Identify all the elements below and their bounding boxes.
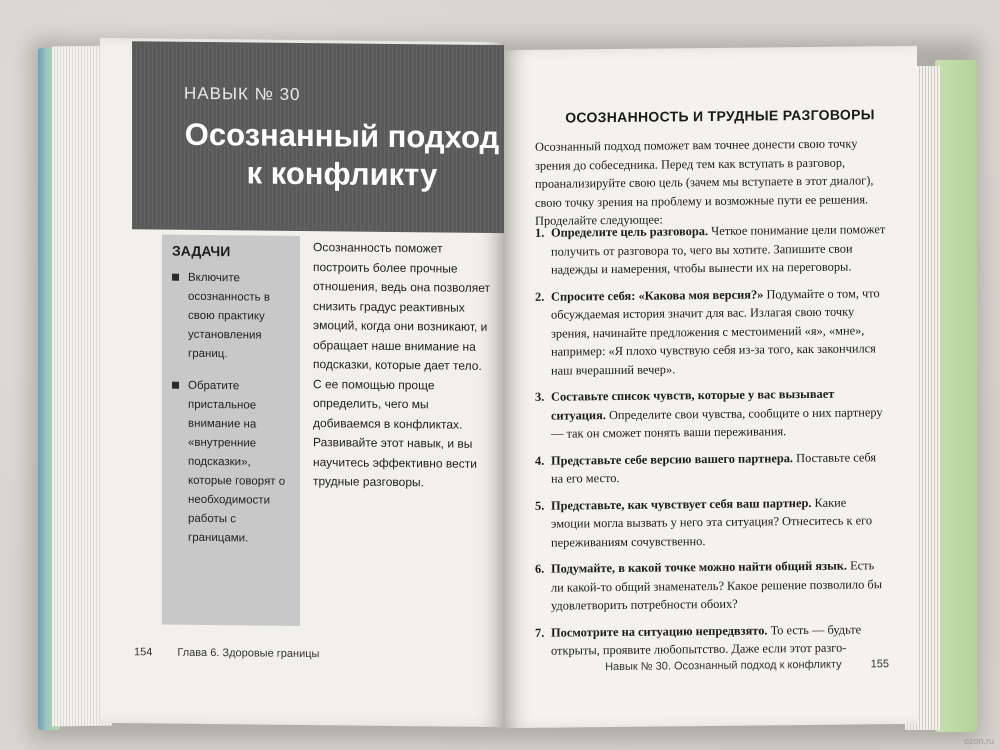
chapter-banner	[132, 41, 504, 233]
step-text: То есть — будьте открыты, проявите любопытство. Даже если этот разго-	[551, 621, 862, 658]
tasks-sidebar	[162, 235, 300, 626]
task-item	[172, 377, 294, 549]
step-number: 7.	[535, 625, 545, 640]
task-text: Включите осознанность в свою практику установления границ.	[188, 271, 270, 361]
list-item	[535, 620, 887, 661]
list-item	[535, 556, 887, 615]
step-text: Какие эмоции могла вызвать у него эта ситуация? Отнеситесь к его переживаниям сочувственно.	[551, 495, 873, 550]
page-number-left: 154	[134, 646, 153, 659]
list-item	[535, 284, 887, 380]
list-item	[535, 384, 887, 443]
step-lead: Представьте, как чувствует себя ваш партнер.	[551, 495, 812, 513]
step-number: 1.	[535, 225, 545, 240]
left-intro-paragraph: Осознанность поможет построить более прочные отношения, ведь она позволяет снизить градус реактивных эмоций, когда они возникают, и обращает наше внимание на подсказки, которые дает тело. С ее помощью проще определить, чего мы добиваемся в конфликтах. Развивайте этот навык, и вы научитесь эффективно вести трудные разговоры.	[313, 240, 491, 490]
step-text: Четкое понимание цели поможет получить от разговора то, чего вы хотите. Запишите свои надежды и намерения, чтобы вынести их на переговоры.	[551, 222, 886, 277]
running-head-left: Глава 6. Здоровые границы	[177, 646, 320, 661]
step-number: 4.	[535, 453, 545, 468]
step-lead: Составьте список чувств, которые у вас вызывает ситуация.	[551, 386, 835, 423]
task-item	[172, 269, 294, 365]
tasks-heading: ЗАДАЧИ	[172, 242, 231, 260]
square-bullet-icon	[172, 274, 179, 281]
step-text: Есть ли какой-то общий знаменатель? Какое решение позволило бы удовлетворить потребности обоих?	[551, 558, 883, 613]
watermark: ozon.ru	[963, 736, 994, 746]
step-lead: Определите цель разговора.	[551, 224, 709, 240]
section-heading: ОСОЗНАННОСТЬ И ТРУДНЫЕ РАЗГОВОРЫ	[565, 106, 875, 126]
step-text: Поставьте себя на его место.	[551, 449, 877, 486]
step-number: 6.	[535, 561, 545, 576]
step-number: 2.	[535, 289, 545, 304]
left-page-footer	[134, 646, 319, 660]
square-bullet-icon	[172, 382, 179, 389]
step-text: Подумайте о том, что обсуждаемая история значит для вас. Излагая свою точку зрения, начинайте предложения с местоимений «я», «мне», например: «Я плохо чувствую себя из-за того, как закончился наш вчерашний вечер».	[551, 285, 880, 378]
step-lead: Спросите себя: «Какова моя версия?»	[551, 286, 764, 304]
task-text: Обратите пристальное внимание на «внутренние подсказки», которые говорят о необходимости работы с границами.	[188, 379, 286, 545]
step-number: 3.	[535, 389, 545, 404]
chapter-title-line-2: к конфликту	[246, 155, 438, 193]
list-item	[535, 493, 887, 552]
right-intro-paragraph: Осознанный подход поможет вам точнее донести свою точку зрения до собеседника. Перед тем как вступать в разговор, проанализируйте свою цель (зачем мы вступаете в этот диалог), свою точку зрения на проблему и возможные пути ее решения. Проделайте следующее:	[535, 136, 874, 228]
step-lead: Представьте себе версию вашего партнера.	[551, 450, 794, 468]
step-text: Определите свои чувства, сообщите о них партнеру — так он сможет понять ваши переживания.	[551, 404, 883, 441]
right-page-footer	[605, 658, 889, 673]
book-cover-right-edge	[935, 60, 977, 732]
step-number: 5.	[535, 498, 545, 513]
list-item	[535, 448, 887, 489]
chapter-title	[172, 116, 512, 196]
right-page	[505, 46, 917, 728]
page-number-right: 155	[870, 658, 889, 671]
list-item	[535, 220, 887, 279]
steps-list	[535, 220, 889, 671]
step-lead: Подумайте, в какой точке можно найти общий язык.	[551, 558, 847, 576]
left-page	[100, 38, 505, 727]
chapter-title-line-1: Осознанный подход	[184, 116, 500, 156]
skill-label: НАВЫК № 30	[184, 83, 301, 104]
step-lead: Посмотрите на ситуацию непредвзято.	[551, 622, 768, 640]
running-head-right: Навык № 30. Осознанный подход к конфликту	[605, 658, 842, 674]
